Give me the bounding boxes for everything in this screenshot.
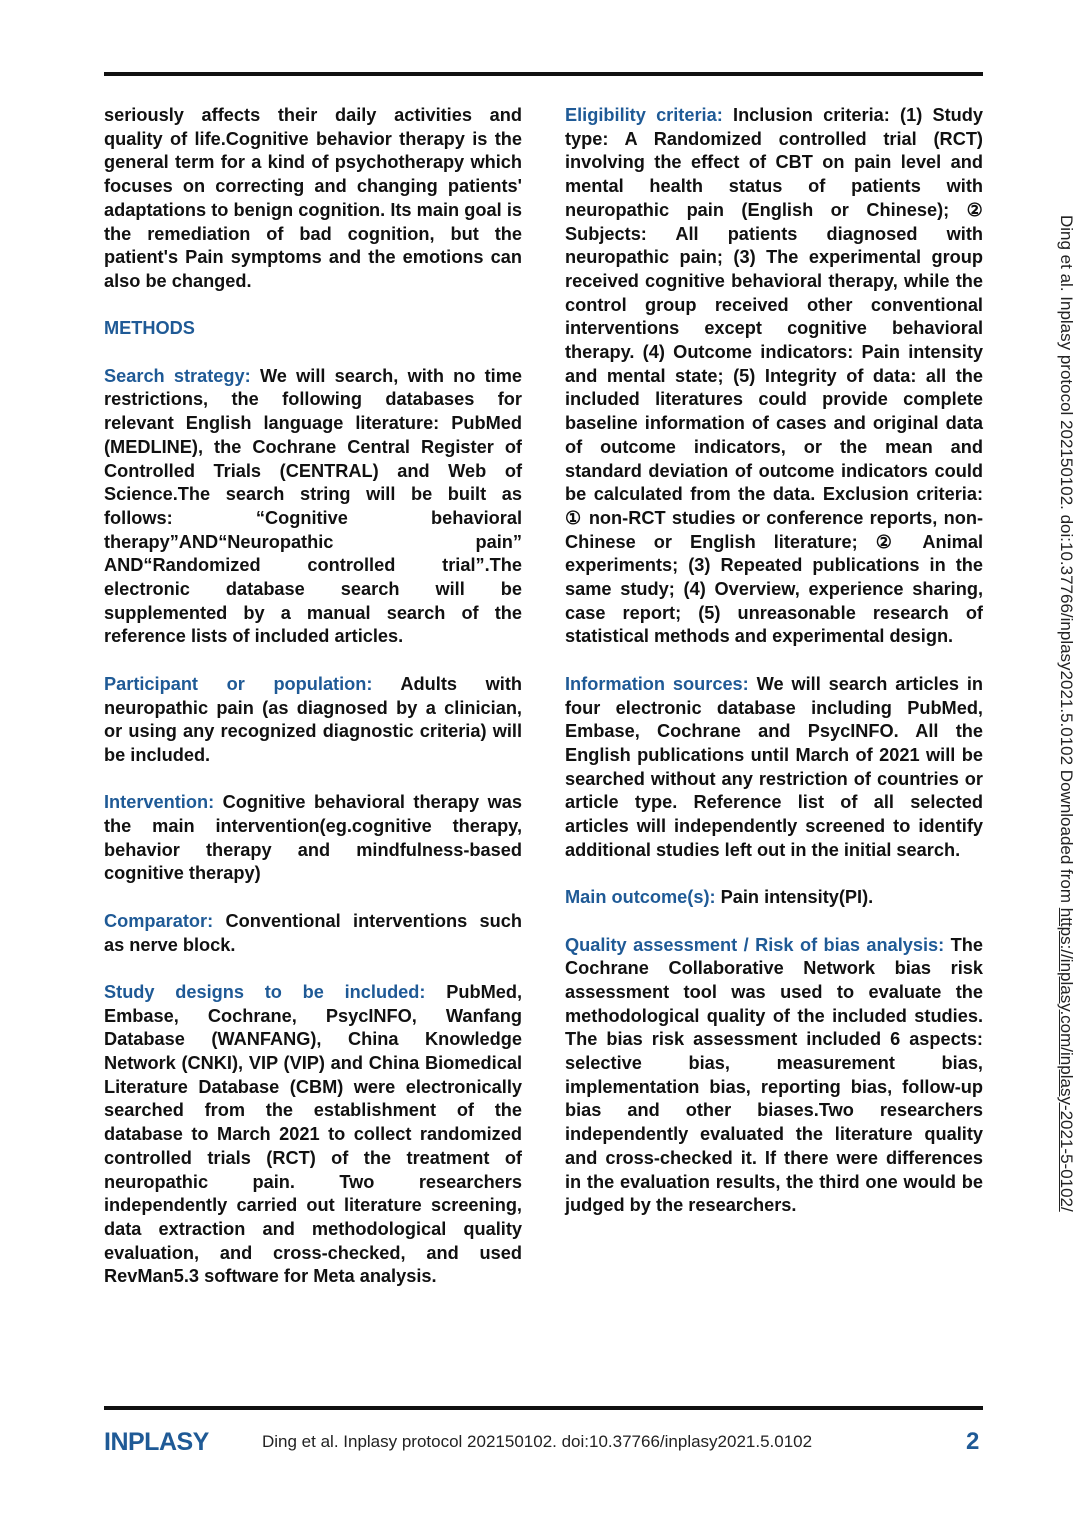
left-column (104, 104, 522, 1313)
footer-citation: Ding et al. Inplasy protocol 202150102. doi:10.37766/inplasy2021.5.0102 (262, 1432, 813, 1451)
download-side-note (1056, 215, 1076, 1212)
section-label: Participant or population: (104, 673, 373, 694)
section-text: The Cochrane Collaborative Network bias risk assessment tool was used to evaluate the methodological quality of the included studies. The bias risk assessment included 6 aspects: selective bias, measurement bias, implementation bias, reporting bias, follow-up bias and other biases.Two researchers independently evaluated the literature quality and cross-checked it. If there were differences in the evaluation results, the third one would be judged by the researchers. (565, 934, 983, 1216)
section-text: PubMed, Embase, Cochrane, PsycINFO, Wanfang Database (WANFANG), China Knowledge Network (CNKI), VIP (VIP) and China Biomedical Literature Database (CBM) were electronically searched from the establishment of the database to March 2021 to collect randomized controlled trials (RCT) of the treatment of neuropathic pain. Two researchers independently carried out literature screening, data extraction and methodological quality evaluation, and cross-checked, and used RevMan5.3 software for Meta analysis. (104, 981, 522, 1287)
section-study-designs (104, 981, 522, 1289)
section-label: Eligibility criteria: (565, 105, 723, 125)
methods-heading: METHODS (104, 318, 195, 339)
section-text: Conventional interventions such as nerve block. (104, 910, 522, 955)
footer-brand-logo: INPLASY (104, 1428, 209, 1456)
section-search-strategy (104, 365, 522, 649)
section-comparator (104, 910, 522, 957)
right-column (565, 104, 983, 1242)
section-label: Search strategy: (104, 365, 251, 386)
section-eligibility (565, 104, 983, 649)
section-text: Pain intensity(PI). (715, 887, 874, 908)
section-label: Study designs to be included: (104, 981, 426, 1002)
intro-paragraph: seriously affects their daily activities and quality of life.Cognitive behavior therapy is the general term for a kind of psychotherapy which focuses on correcting and changing patients' adaptations to benign cognition. Its main goal is the remediation of bad cognition, but the patient's Pain symptoms and the emotions can also be changed. (104, 105, 522, 291)
footer-rule (104, 1406, 983, 1410)
section-participants (104, 673, 522, 768)
section-text: We will search, with no time restrictions, the following databases for relevant English language literature: PubMed (MEDLINE), the Cochrane Central Register of Controlled Trials (CENTRAL) and Web of Science.The search string will be built as follows: “Cognitive behavioral therapy”AND“Neuropathic pain” AND“Randomized controlled trial”.The electronic database search will be supplemented by a manual search of the reference lists of included articles. (104, 365, 522, 647)
section-main-outcomes (565, 886, 983, 910)
section-label: Main outcome(s): (565, 887, 716, 908)
section-text: Cognitive behavioral therapy was the main intervention(eg.cognitive therapy, behavior therapy and mindfulness-based cognitive therapy) (104, 792, 522, 884)
section-label: Quality assessment / Risk of bias analysis: (565, 934, 945, 955)
section-text: We will search articles in four electronic database including PubMed, Embase, Cochrane and PsycINFO. All the English publications until March of 2021 will be searched without any restriction of countries or article type. Reference list of all selected articles will independently screened to identify additional studies left out in the initial search. (565, 673, 983, 860)
section-information-sources (565, 673, 983, 863)
section-text: Inclusion criteria: (1) Study type: A Randomized controlled trial (RCT) involving the effect of CBT on pain level and mental health status of patients with neuropathic pain (English or Chinese); ② Subjects: All patients diagnosed with neuropathic pain; (3) The experimental group received cognitive behavioral therapy, while the control group received other conventional interventions except cognitive behavioral therapy. (4) Outcome indicators: Pain intensity and mental state; (5) Integrity of data: all the included literatures could provide complete baseline information of cases and original data of outcome indicators, or the mean and standard deviation of outcome indicators could be calculated from the data. Exclusion criteria: ① non-RCT studies or conference reports, non-Chinese or English literature; ② Animal experiments; (3) Repeated publications in the same study; (4) Overview, experience sharing, case report; (5) unreasonable research of statistical methods and experimental design. (565, 105, 983, 647)
download-link[interactable]: https://inplasy.com/inplasy-2021-5-0102/ (1057, 907, 1076, 1212)
section-label: Intervention: (104, 792, 215, 813)
section-intervention (104, 791, 522, 886)
section-quality-assessment (565, 934, 983, 1218)
section-text: Adults with neuropathic pain (as diagnosed by a clinician, or using any recognized diagnostic criteria) will be included. (104, 673, 522, 765)
header-rule (104, 72, 983, 76)
page-number: 2 (966, 1428, 980, 1455)
side-note-text: Ding et al. Inplasy protocol 202150102. doi:10.37766/inplasy2021.5.0102 Downloaded from (1057, 215, 1076, 908)
section-label: Comparator: (104, 910, 214, 931)
section-label: Information sources: (565, 673, 749, 694)
